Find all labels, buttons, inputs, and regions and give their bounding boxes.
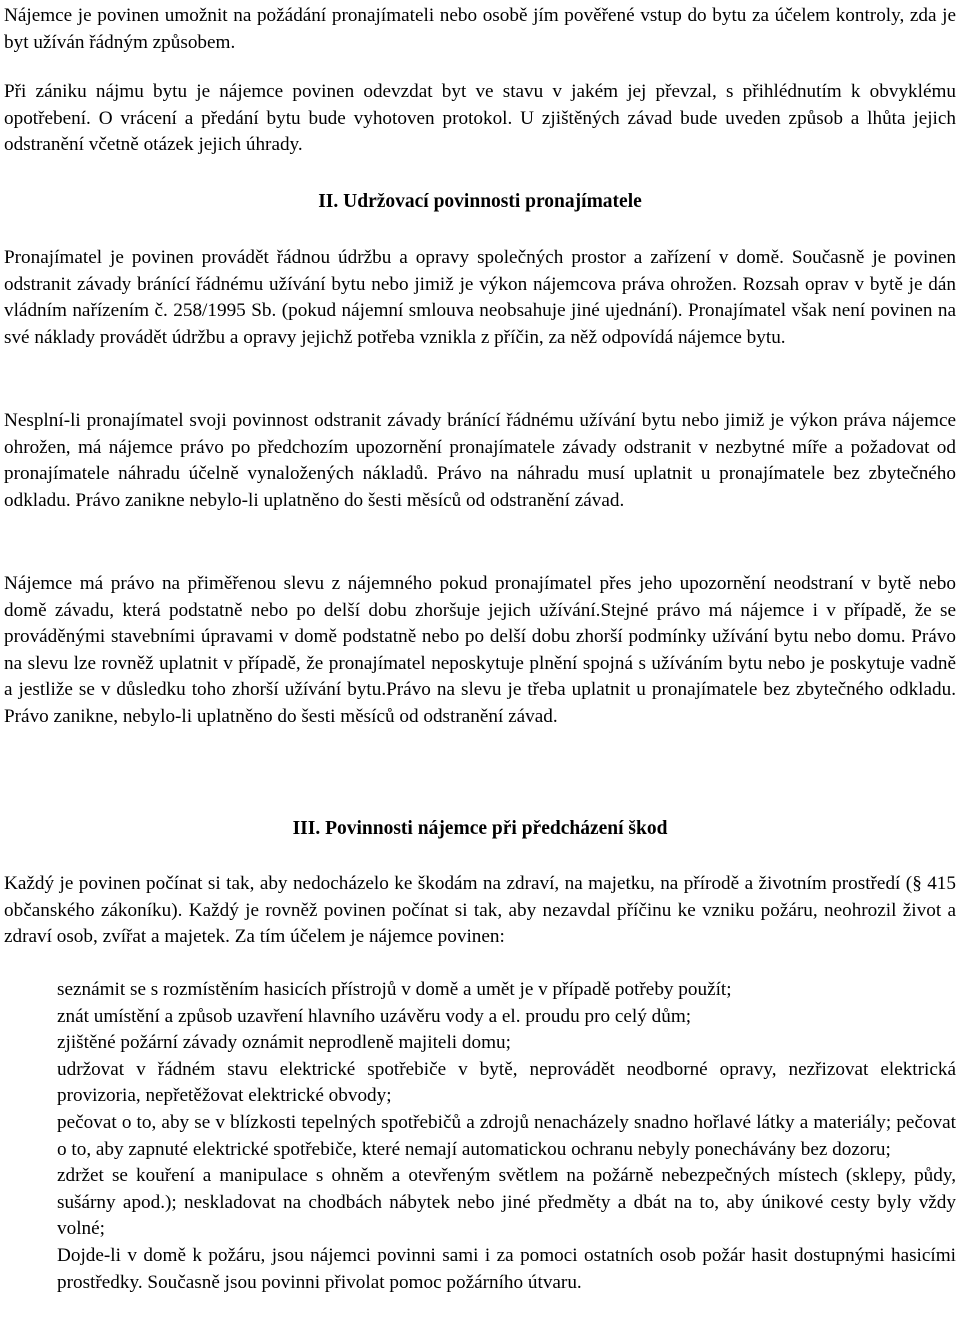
- tenant-duties-list: [57, 977, 956, 1296]
- list-item: udržovat v řádném stavu elektrické spotřebiče v bytě, neprovádět neodborné opravy, nezřizovat elektrická provizoria, nepřetěžovat elektrické obvody;: [57, 1058, 956, 1107]
- paragraph-lease-termination: Při zániku nájmu bytu je nájemce povinen odevzdat byt ve stavu v jakém jej převzal, s přihlédnutím k obvyklému opotřebení. O vrácení a předání bytu bude vyhotoven protokol. U zjištěných závad bude uveden způsob a lhůta jejich odstranění včetně otázek jejich úhrady.: [4, 81, 956, 156]
- list-item: zdržet se kouření a manipulace s ohněm a otevřeným světlem na požárně nebezpečných místech (sklepy, půdy, sušárny apod.); neskladovat na chodbách nábytek nebo jiné předměty a dbát na to, aby únikové cesty byly vždy volné;: [57, 1165, 956, 1240]
- list-item: pečovat o to, aby se v blízkosti tepelných spotřebičů a zdrojů nenacházely snadno hořlavé látky a materiály; pečovat o to, aby zapnuté elektrické spotřebiče, které nemají automatickou ochranu nebyly ponechávány bez dozoru;: [57, 1111, 956, 1160]
- section-heading-damage-prevention: III. Povinnosti nájemce při předcházení škod: [292, 818, 668, 839]
- paragraph-rent-discount: Nájemce má právo na přiměřenou slevu z nájemného pokud pronajímatel přes jeho upozornění neodstraní v bytě nebo domě závadu, která podstatně nebo po delší dobu zhoršuje jejich užívání.Stejné právo má nájemce i v případě, že se prováděnými stavebními úpravami v domě podstatně nebo po delší dobu zhorší podmínky užívání bytu nebo domu. Právo na slevu lze rovněž uplatnit v případě, že pronajímatel neposkytuje plnění spojná s užíváním bytu nebo je poskytuje vadně a jestliže se v důsledku toho zhorší užívání bytu.Právo na slevu je třeba uplatnit u pronajímatele bez zbytečného odkladu. Právo zanikne, nebylo-li uplatněno do šesti měsíců od odstranění závad.: [4, 573, 956, 727]
- paragraph-tenant-self-repair: Nesplní-li pronajímatel svoji povinnost odstranit závady bránící řádnému užívání bytu nebo jimiž je výkon práva nájemce ohrožen, má nájemce právo po předchozím upozornění pronajímatele závady odstranit v nezbytné míře a požadovat od pronajímatele náhradu účelně vynaložených nákladů. Právo na náhradu musí uplatnit u pronajímatele bez zbytečného odkladu. Právo zanikne nebylo-li uplatněno do šesti měsíců od odstranění závad.: [4, 410, 956, 511]
- list-item: zjištěné požární závady oznámit neprodleně majiteli domu;: [57, 1032, 511, 1054]
- list-item: seznámit se s rozmístěním hasicích přístrojů v domě a umět je v případě potřeby použít;: [57, 979, 732, 1000]
- section-heading-landlord-maintenance: II. Udržovací povinnosti pronajímatele: [318, 191, 642, 212]
- list-item: Dojde-li v domě k požáru, jsou nájemci povinni sami i za pomoci ostatních osob požár hasit dostupnými hasicími prostředky. Současně jsou povinni přivolat pomoc požárního útvaru.: [57, 1244, 956, 1293]
- paragraph-inspection-access: Nájemce je povinen umožnit na požádání pronajímateli nebo osobě jím pověřené vstup do bytu za účelem kontroly, zda je byt užíván řádným způsobem.: [4, 5, 956, 53]
- paragraph-general-duty: Každý je povinen počínat si tak, aby nedocházelo ke škodám na zdraví, na majetku, na přírodě a životním prostředí (§ 415 občanského zákoníku). Každý je rovněž povinen počínat si tak, aby nezavdal příčinu ke vzniku požáru, neohrozil život a zdraví osob, zvířat a majetek. Za tím účelem je nájemce povinen:: [4, 873, 956, 948]
- paragraph-landlord-repairs: Pronajímatel je povinen provádět řádnou údržbu a opravy společných prostor a zařízení v domě. Současně je povinen odstranit závady bránící řádnému užívání bytu nebo jimiž je výkon nájemcova práva ohrožen. Rozsah oprav v bytě je dán vládním nařízením č. 258/1995 Sb. (pokud nájemní smlouva neobsahuje jiné ujednání). Pronajímatel však není povinen na své náklady provádět údržbu a opravy jejichž potřeba vznikla z příčin, za něž odpovídá nájemce bytu.: [4, 247, 956, 348]
- list-item: znát umístění a způsob uzavření hlavního uzávěru vody a el. proudu pro celý dům;: [57, 1005, 692, 1027]
